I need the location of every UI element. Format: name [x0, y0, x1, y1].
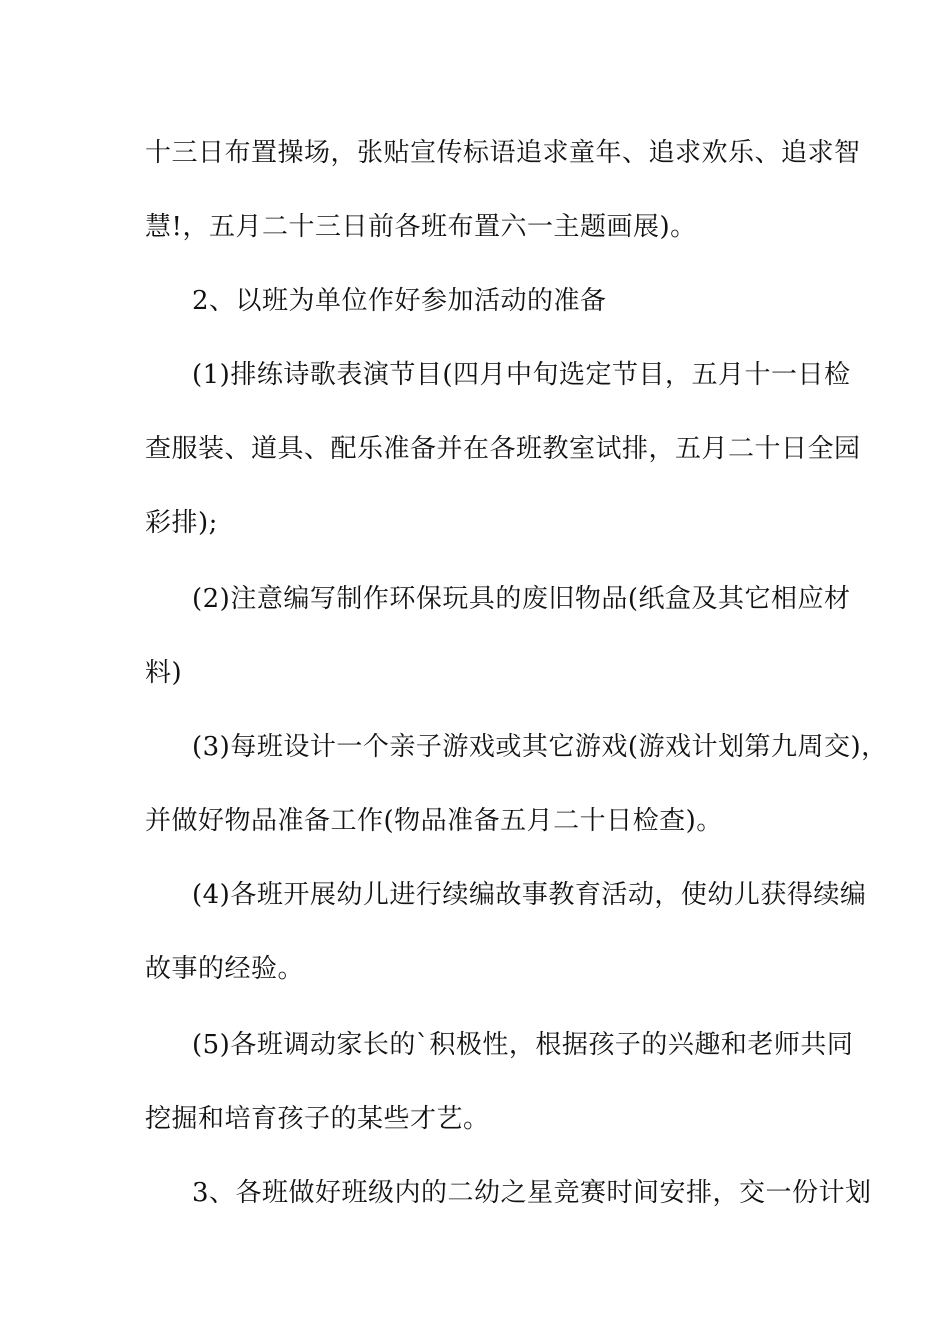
text-line: 料): [145, 658, 183, 688]
text-line: 彩排);: [145, 508, 218, 538]
text-line: 十三日布置操场，张贴宣传标语追求童年、追求欢乐、追求智: [145, 138, 861, 168]
section-heading: 2、以班为单位作好参加活动的准备: [192, 286, 607, 316]
text-line: 故事的经验。: [145, 954, 305, 984]
list-item-5: (5)各班调动家长的`积极性，根据孩子的兴趣和老师共同: [192, 1030, 854, 1060]
list-item-4: (4)各班开展幼儿进行续编故事教育活动，使幼儿获得续编: [192, 880, 867, 910]
list-item-3: (3)每班设计一个亲子游戏或其它游戏(游戏计划第九周交)，: [192, 732, 888, 762]
list-item-2: (2)注意编写制作环保玩具的废旧物品(纸盒及其它相应材: [192, 584, 851, 614]
text-line: 查服装、道具、配乐准备并在各班教室试排，五月二十日全园: [145, 434, 861, 464]
section-heading: 3、各班做好班级内的二幼之星竞赛时间安排，交一份计划: [192, 1178, 872, 1208]
text-line: 并做好物品准备工作(物品准备五月二十日检查)。: [145, 806, 723, 836]
list-item-1: (1)排练诗歌表演节目(四月中旬选定节目，五月十一日检: [192, 360, 851, 390]
text-line: 挖掘和培育孩子的某些才艺。: [145, 1104, 490, 1134]
text-line: 慧!，五月二十三日前各班布置六一主题画展)。: [145, 212, 697, 242]
